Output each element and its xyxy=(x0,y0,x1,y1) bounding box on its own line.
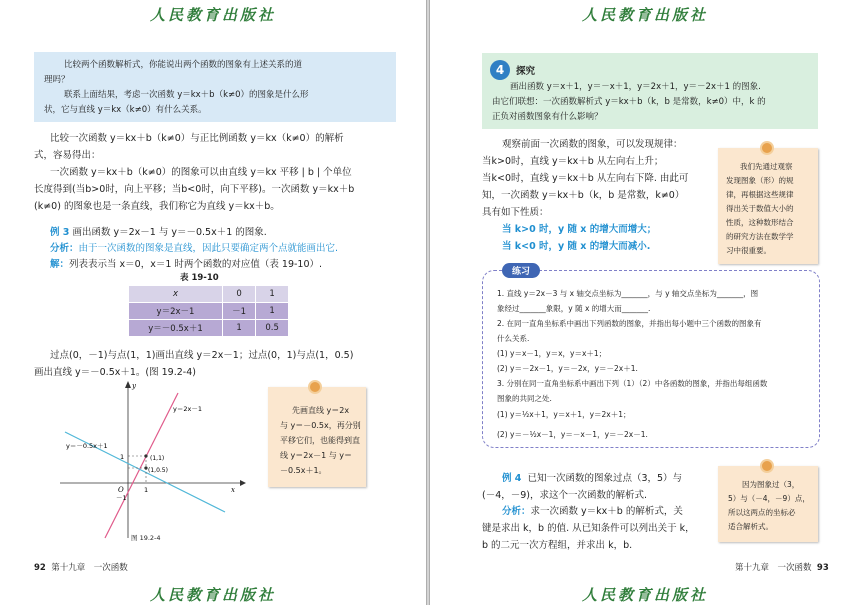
solution-label: 解： xyxy=(50,259,70,270)
table-cell: 1 xyxy=(223,320,256,337)
table-header-cell: 1 xyxy=(256,286,289,303)
body-line: 过点(0，－1)与点(1，1)画出直线 y＝2x－1；过点(0，1)与点(1，0.5) xyxy=(50,350,354,361)
side-note xyxy=(718,148,818,264)
explore-icon: 4 xyxy=(490,60,510,80)
label-neg-one: －1 xyxy=(116,494,127,502)
body-line: 比较一次函数 y＝kx＋b（k≠0）与正比例函数 y＝kx（k≠0）的解析 xyxy=(50,133,344,144)
exercise-line: (1) y＝x－1，y＝x，y＝x＋1； xyxy=(497,349,607,358)
table-header-cell: x xyxy=(129,286,223,303)
analysis-text: 由于一次函数的图象是直线，因此只要确定两个点就能画出它. xyxy=(78,243,339,254)
label-origin: O xyxy=(118,486,124,494)
note-line: －0.5x＋1。 xyxy=(280,466,327,475)
exercise-line: (2) y＝－2x－1，y＝－2x，y＝－2x＋1. xyxy=(497,364,638,373)
table-caption: 表 19-10 xyxy=(180,273,219,283)
example-text: 已知一次函数的图象过点（3，5）与 xyxy=(527,473,683,484)
page-footer xyxy=(34,561,128,573)
exercise-line: (2) y＝－½x－1，y＝－x－1，y＝－2x－1. xyxy=(497,430,648,439)
body-line: 具有如下性质： xyxy=(482,207,549,218)
explore-line: 画出函数 y＝x＋1，y＝－x＋1，y＝2x＋1，y＝－2x＋1 的图象. xyxy=(510,82,761,92)
table-row xyxy=(129,320,289,337)
body-line: 知，一次函数 y＝kx＋b（k，b 是常数，k≠0） xyxy=(482,190,685,201)
note-line: 线 y＝2x－1 与 y＝ xyxy=(280,451,353,460)
explore-line: 由它们联想：一次函数解析式 y＝kx＋b（k，b 是常数，k≠0）中，k 的 xyxy=(492,97,766,107)
analysis-label: 分析： xyxy=(502,506,531,517)
pin-icon xyxy=(762,143,772,153)
intro-line: 状，它与直线 y＝kx（k≠0）有什么关系。 xyxy=(44,105,207,115)
exercise-box xyxy=(482,270,820,448)
table-cell: 0.5 xyxy=(256,320,289,337)
note-line: 习中很重要。 xyxy=(726,246,771,255)
body-line: 式，容易得出： xyxy=(34,150,101,161)
publisher-logo: 人民教育出版社 xyxy=(582,586,709,604)
note-line: 律，再根据这些规律 xyxy=(726,190,794,199)
label-point2: (1,0.5) xyxy=(148,467,168,474)
analysis-text: 求一次函数 y＝kx＋b 的解析式，关 xyxy=(530,506,683,517)
body-line: 长度得到(当b>0时，向上平移；当b<0时，向下平移)。一次函数 y＝kx＋b xyxy=(34,184,355,195)
figure-caption: 图 19.2-4 xyxy=(131,534,161,542)
explore-title: 探究 xyxy=(516,66,536,77)
page-number: 92 xyxy=(34,563,46,573)
intro-question-box xyxy=(34,52,396,122)
table-cell: －1 xyxy=(223,303,256,320)
example-label: 例 3 xyxy=(50,227,70,238)
example-label: 例 4 xyxy=(502,473,522,484)
example-text: 画出函数 y＝2x－1 与 y＝－0.5x＋1 的图象. xyxy=(72,227,267,238)
example-4 xyxy=(502,470,682,487)
label-one-x: 1 xyxy=(144,486,149,494)
line-2x-minus-1 xyxy=(105,393,178,538)
note-line: 因为图象过（3， xyxy=(742,480,800,489)
body-line: (k≠0) 的图象也是一条直线，我们称它为直线 y＝kx＋b。 xyxy=(34,201,280,212)
body-line: 一次函数 y＝kx＋b（k≠0）的图象可以由直线 y＝kx 平移 | b | 个单位 xyxy=(50,167,352,178)
example-3-analysis xyxy=(50,240,338,257)
solution-text: 列表表示当 x＝0，x＝1 时两个函数的对应值（表 19-10）. xyxy=(69,259,323,270)
publisher-logo: 人民教育出版社 xyxy=(150,6,277,24)
chapter-title: 第十九章 一次函数 xyxy=(51,563,128,573)
example-4-line: (－4，－9)，求这个一次函数的解析式. xyxy=(482,490,648,501)
note-line: 得出关于数值大小的 xyxy=(726,204,794,213)
function-graph xyxy=(60,378,250,543)
explore-box xyxy=(482,53,818,129)
note-line: 的研究方法在数学学 xyxy=(726,232,794,241)
right-page xyxy=(430,0,857,605)
body-line: 画出直线 y＝－0.5x＋1。(图 19.2-4) xyxy=(34,367,196,378)
note-line: 所以这两点的坐标必 xyxy=(728,508,796,517)
example-4-line: b 的二元一次方程组，并求出 k，b. xyxy=(482,540,633,551)
page-footer xyxy=(735,561,829,573)
publisher-logo: 人民教育出版社 xyxy=(582,6,709,24)
table-cell: y＝2x－1 xyxy=(129,303,223,320)
exercise-line: 3. 分别在同一直角坐标系中画出下列（1）（2）中各函数的图象，并指出每组函数 xyxy=(497,379,768,388)
body-line: 当k>0时，直线 y＝kx＋b 从左向右上升； xyxy=(482,156,664,167)
exercise-line: 象经过_______象限，y 随 x 的增大而_______. xyxy=(497,304,651,313)
example-4-line: 键是求出 k，b 的值. 从已知条件可以列出关于 k， xyxy=(482,523,695,534)
label-point1: (1,1) xyxy=(150,455,165,462)
table-header-row xyxy=(129,286,289,303)
pin-icon xyxy=(310,382,320,392)
table-row xyxy=(129,303,289,320)
intro-line: 比较两个函数解析式，你能说出两个函数的图象有上述关系的道 xyxy=(64,60,303,70)
analysis-label: 分析： xyxy=(50,243,79,254)
note-line: 适合解析式。 xyxy=(728,522,773,531)
left-page xyxy=(0,0,426,605)
exercise-tag: 练习 xyxy=(502,263,540,278)
exercise-line: 1. 直线 y＝2x－3 与 x 轴交点坐标为_______，与 y 轴交点坐标为_______，图 xyxy=(497,289,759,298)
intro-line: 理吗？ xyxy=(44,75,70,85)
values-table xyxy=(128,285,289,337)
explore-line: 正负对函数图象有什么影响？ xyxy=(492,112,603,122)
exercise-line: 2. 在同一直角坐标系中画出下列函数的图象，并指出每小题中三个函数的图象有 xyxy=(497,319,762,328)
note-line: 平移它们，也能得到直 xyxy=(280,436,360,445)
label-line1: y＝2x－1 xyxy=(173,405,202,413)
label-line2: y＝－0.5x＋1 xyxy=(66,442,108,450)
table-header-cell: 0 xyxy=(223,286,256,303)
property-1: 当 k>0 时，y 随 x 的增大而增大； xyxy=(502,224,657,235)
body-line: 观察前面一次函数的图象，可以发现规律： xyxy=(502,139,683,150)
label-y-axis: y xyxy=(132,382,136,390)
table-cell: y＝－0.5x＋1 xyxy=(129,320,223,337)
intro-line: 联系上面结果，考虑一次函数 y＝kx＋b（k≠0）的图象是什么形 xyxy=(64,90,309,100)
example-3 xyxy=(50,224,267,241)
note-line: 我们先通过观察 xyxy=(740,162,793,171)
property-2: 当 k<0 时，y 随 x 的增大而减小. xyxy=(502,241,651,252)
note-line: 5）与（－4，－9）点， xyxy=(728,494,810,503)
chapter-title: 第十九章 一次函数 xyxy=(735,563,812,573)
note-line: 与 y＝－0.5x，再分别 xyxy=(280,421,361,430)
exercise-line: 图象的共同之处. xyxy=(497,394,552,403)
exercise-line: 什么关系. xyxy=(497,334,530,343)
table-cell: 1 xyxy=(256,303,289,320)
note-line: 先画直线 y＝2x xyxy=(292,406,350,415)
note-line: 性质，这种数形结合 xyxy=(726,218,794,227)
page-number: 93 xyxy=(816,563,829,573)
label-x-axis: x xyxy=(231,486,235,494)
example-4-analysis xyxy=(502,503,683,520)
point-1-1 xyxy=(144,454,147,457)
side-note xyxy=(268,387,366,487)
y-axis-arrow xyxy=(125,381,131,388)
pin-icon xyxy=(762,461,772,471)
exercise-line: (1) y＝½x＋1，y＝x＋1，y＝2x＋1； xyxy=(497,410,631,419)
label-one-y: 1 xyxy=(120,453,125,461)
publisher-logo: 人民教育出版社 xyxy=(150,586,277,604)
note-line: 发现图象（形）的规 xyxy=(726,176,794,185)
x-axis-arrow xyxy=(240,480,246,486)
side-note xyxy=(718,466,818,542)
body-line: 当k<0时，直线 y＝kx＋b 从左向右下降. 由此可 xyxy=(482,173,689,184)
